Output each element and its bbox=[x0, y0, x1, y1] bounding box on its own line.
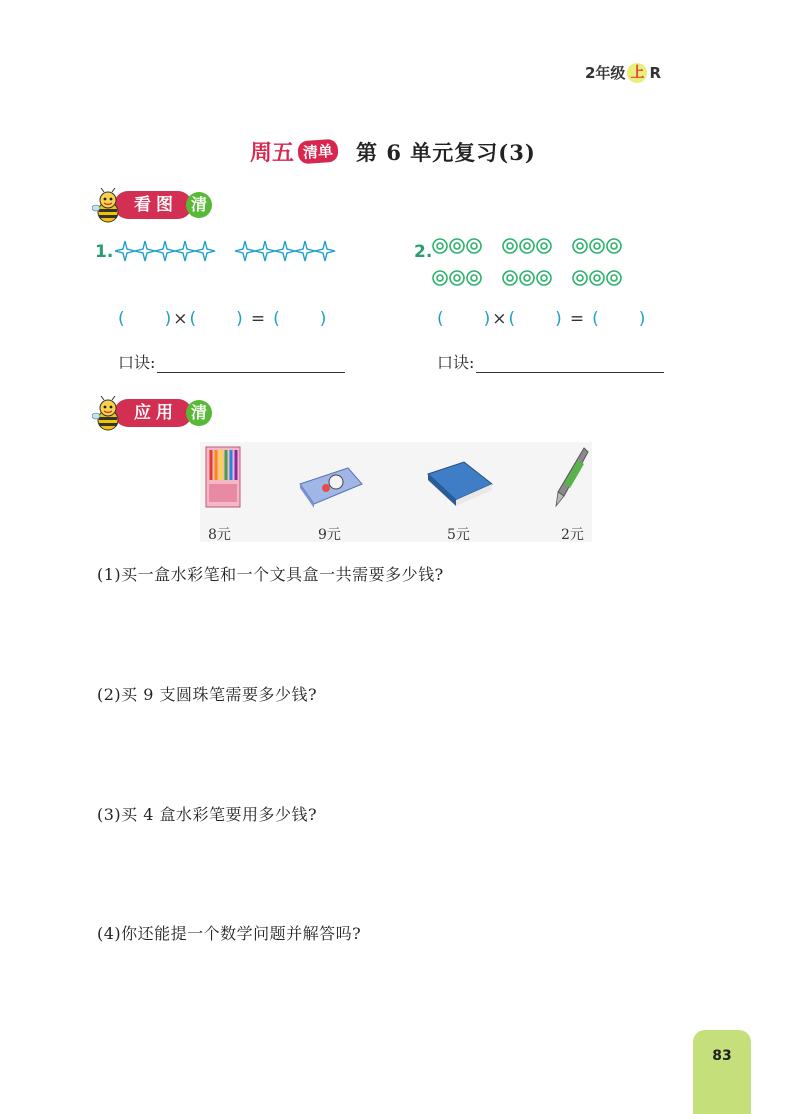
price-ballpoint-pen: 2元 bbox=[561, 527, 584, 543]
stationery-items-panel bbox=[200, 442, 592, 542]
double-circles-icon bbox=[433, 239, 621, 285]
rparen: ) bbox=[483, 309, 491, 329]
title-day: 周五 bbox=[250, 141, 295, 166]
bee-mascot-icon bbox=[92, 188, 122, 222]
lparen: ( bbox=[189, 309, 197, 329]
section-label: 看图 bbox=[114, 191, 192, 219]
lparen: ( bbox=[273, 309, 280, 329]
equals-sign: = bbox=[250, 309, 266, 329]
answer-blank[interactable] bbox=[196, 309, 236, 329]
koujue-label: 口诀: bbox=[437, 353, 475, 372]
lparen: ( bbox=[118, 309, 125, 329]
answer-blank[interactable] bbox=[599, 309, 639, 329]
watercolor-pens-icon bbox=[205, 446, 241, 508]
koujue-answer-line[interactable] bbox=[476, 356, 664, 373]
rparen: ) bbox=[164, 309, 172, 329]
q1-koujue bbox=[118, 350, 345, 373]
question-3: (3)买 4 盒水彩笔要用多少钱? bbox=[97, 805, 318, 824]
four-point-stars-icon bbox=[115, 241, 335, 261]
section-banner-apply bbox=[92, 396, 212, 430]
answer-blank[interactable] bbox=[125, 309, 165, 329]
bee-mascot-icon bbox=[92, 396, 122, 430]
q2-koujue bbox=[437, 350, 664, 373]
circle-group-figure bbox=[432, 236, 632, 300]
question-1-number: 1. bbox=[95, 242, 114, 262]
times-sign: × bbox=[173, 309, 188, 329]
question-4: (4)你还能提一个数学问题并解答吗? bbox=[97, 924, 362, 943]
lparen: ( bbox=[592, 309, 599, 329]
lparen: ( bbox=[437, 309, 444, 329]
koujue-label: 口诀: bbox=[118, 353, 156, 372]
ballpoint-pen-icon bbox=[554, 446, 590, 508]
section-banner-look bbox=[92, 188, 212, 222]
qing-badge: 清 bbox=[186, 400, 212, 426]
answer-blank[interactable] bbox=[515, 309, 555, 329]
title-unit: 第 6 单元复习(3) bbox=[356, 139, 536, 165]
answer-blank[interactable] bbox=[444, 309, 484, 329]
rparen: ) bbox=[555, 309, 562, 329]
section-label: 应用 bbox=[114, 399, 192, 427]
price-notebook: 5元 bbox=[447, 527, 470, 543]
q2-equation bbox=[437, 309, 645, 329]
price-watercolor-pens: 8元 bbox=[208, 527, 231, 543]
qing-badge: 清 bbox=[186, 192, 212, 218]
title-badge: 清单 bbox=[297, 139, 339, 165]
question-2-number: 2. bbox=[414, 242, 433, 262]
price-pencil-case: 9元 bbox=[318, 527, 341, 543]
grade-suffix: R bbox=[649, 63, 661, 82]
rparen: ) bbox=[638, 309, 646, 329]
rparen: ) bbox=[236, 309, 243, 329]
q1-equation bbox=[118, 309, 326, 329]
times-sign: × bbox=[492, 309, 507, 329]
lparen: ( bbox=[508, 309, 516, 329]
notebook-icon bbox=[426, 460, 494, 506]
rparen: ) bbox=[319, 309, 327, 329]
grade-tag bbox=[585, 62, 661, 83]
koujue-answer-line[interactable] bbox=[157, 356, 345, 373]
star-group-figure bbox=[115, 239, 345, 267]
pencil-case-icon bbox=[296, 464, 366, 508]
page-number: 83 bbox=[693, 1030, 751, 1114]
question-1: (1)买一盒水彩笔和一个文具盒一共需要多少钱? bbox=[97, 565, 444, 584]
question-2: (2)买 9 支圆珠笔需要多少钱? bbox=[97, 685, 318, 704]
equals-sign: = bbox=[569, 309, 585, 329]
grade-prefix: 2年级 bbox=[585, 64, 626, 82]
grade-up-badge: 上 bbox=[627, 63, 647, 83]
page-title bbox=[250, 136, 536, 167]
answer-blank[interactable] bbox=[280, 309, 320, 329]
